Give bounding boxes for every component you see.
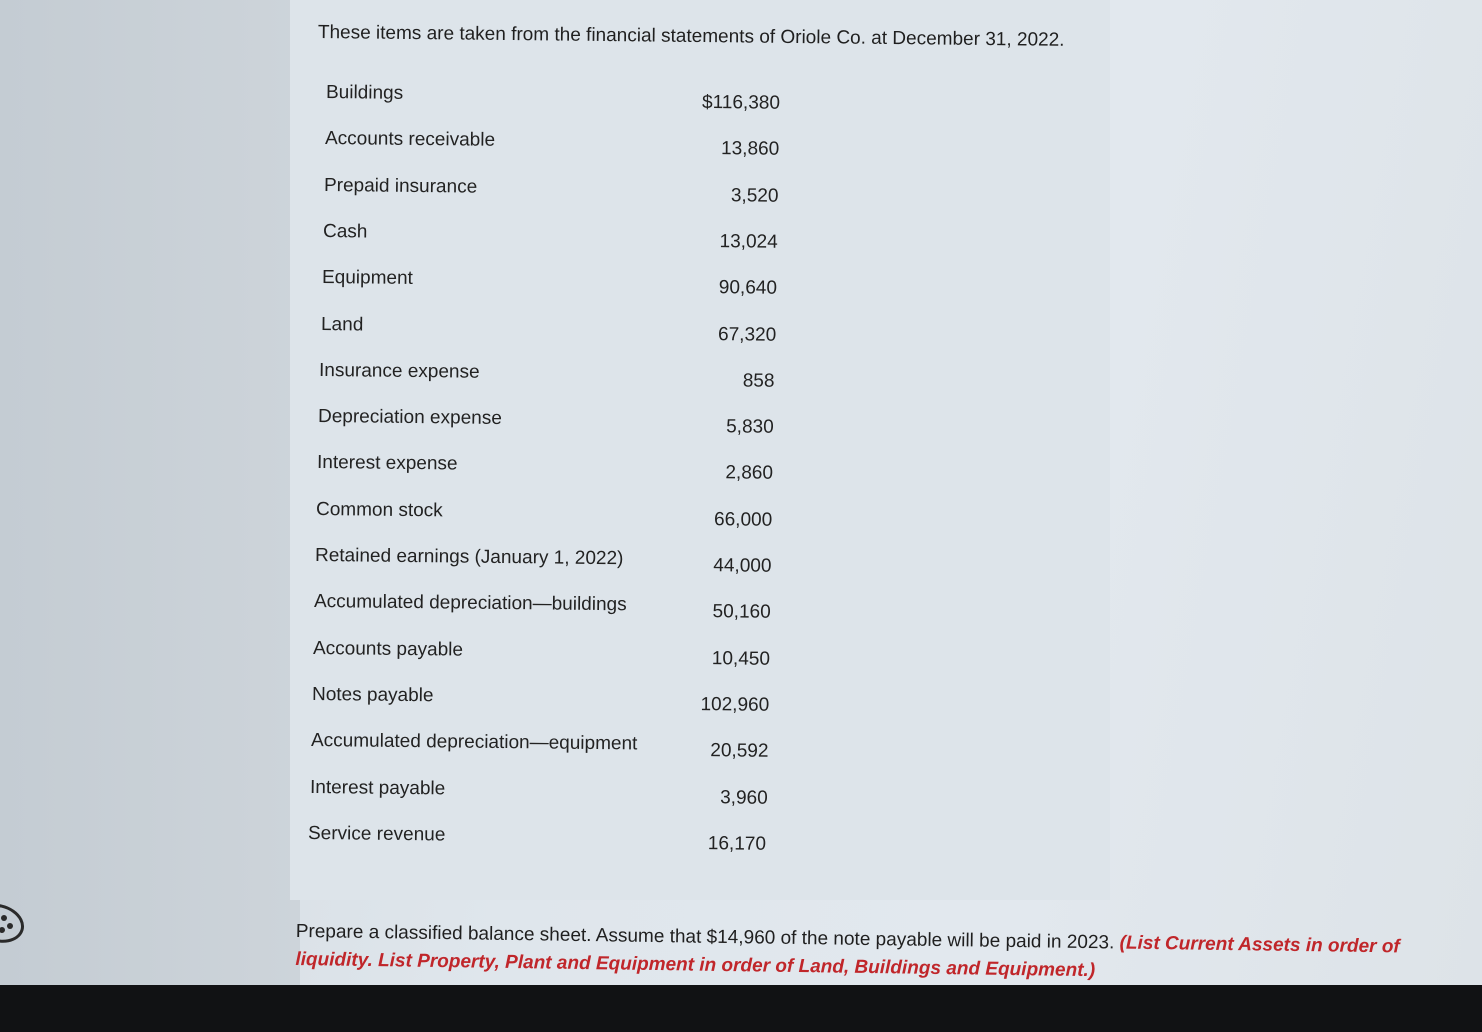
item-row (319, 360, 775, 395)
item-label: Depreciation expense (318, 406, 503, 430)
item-label: Notes payable (311, 683, 434, 707)
item-row (317, 452, 773, 487)
item-label: Insurance expense (319, 359, 481, 383)
item-label: Accumulated depreciation—buildings (313, 591, 627, 616)
item-label: Retained earnings (January 1, 2022) (314, 545, 624, 570)
item-value: 3,520 (730, 184, 779, 207)
item-row (318, 406, 774, 441)
item-row (314, 591, 771, 626)
item-label: Accounts payable (312, 637, 463, 661)
left-gutter (0, 0, 300, 985)
item-row (324, 175, 779, 210)
item-row (312, 684, 770, 719)
item-label: Land (320, 313, 363, 335)
item-label: Common stock (316, 498, 443, 522)
item-value: 44,000 (713, 555, 772, 577)
item-value: 10,450 (711, 647, 770, 670)
item-label: Equipment (321, 267, 413, 290)
item-value: 16,170 (708, 832, 767, 855)
instructions (295, 918, 1406, 989)
item-label: Buildings (325, 82, 404, 104)
item-row (315, 545, 772, 580)
palette-icon[interactable] (0, 900, 28, 946)
item-value: 20,592 (709, 740, 769, 762)
item-value: 858 (743, 370, 775, 392)
item-value: 13,024 (719, 231, 778, 253)
item-row (308, 823, 766, 858)
item-value: 102,960 (700, 693, 770, 716)
item-label: Cash (322, 220, 368, 243)
item-value: 3,960 (719, 786, 768, 809)
intro-text: These items are taken from the financial statements of Oriole Co. at December 31, 2022. (317, 22, 1065, 51)
item-value: 50,160 (712, 601, 771, 624)
item-value: $116,380 (702, 91, 781, 114)
item-value: 5,830 (726, 416, 775, 438)
instructions-note: (List Current Assets in order of liquidity. List Property, Plant and Equipment in order of Land, Buildings and Equipment.) (295, 932, 1400, 982)
item-label: Interest expense (317, 452, 458, 475)
instructions-main: Prepare a classified balance sheet. Assume that $14,960 of the note payable will be paid in 2023. (295, 920, 1120, 954)
item-label: Accumulated depreciation—equipment (310, 730, 638, 755)
item-label: Service revenue (308, 822, 446, 846)
item-row (326, 82, 780, 117)
bottom-bezel (0, 985, 1482, 1032)
item-value: 13,860 (720, 138, 780, 161)
item-value: 66,000 (714, 508, 773, 531)
item-row (316, 499, 773, 534)
item-value: 90,640 (718, 277, 777, 299)
item-value: 2,860 (725, 462, 774, 485)
item-value: 67,320 (717, 323, 776, 346)
item-row (313, 638, 770, 673)
item-label: Accounts receivable (324, 128, 496, 152)
item-row (309, 777, 767, 812)
item-label: Interest payable (309, 776, 445, 799)
item-row (310, 730, 768, 765)
item-label: Prepaid insurance (323, 174, 478, 198)
item-row (320, 314, 776, 349)
item-row (323, 221, 778, 256)
item-row (325, 128, 780, 163)
item-row (321, 267, 776, 302)
